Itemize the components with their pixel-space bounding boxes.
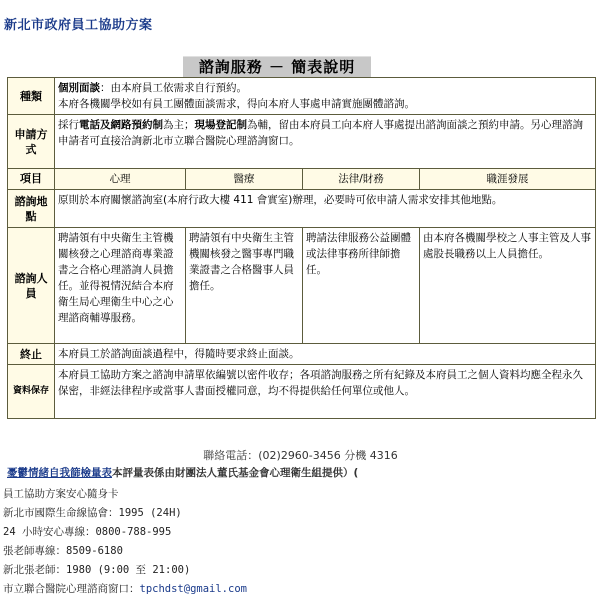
type-line2: 本府各機關學校如有員工團體面談需求，得向本府人事處申請實施團體諮詢。 xyxy=(58,98,415,110)
label-location: 諮詢地點 xyxy=(8,190,55,228)
note-rest: 本評量表係由財團法人董氏基金會心理衛生組提供）( xyxy=(112,467,359,479)
cell-staff-legal: 聘請法律服務公益團體或法律事務所律師擔任。 xyxy=(303,228,420,344)
label-staff: 諮詢人員 xyxy=(8,228,55,344)
row-columns-header xyxy=(8,169,596,190)
label-type: 種類 xyxy=(8,78,55,115)
note-line xyxy=(7,465,358,480)
row-apply xyxy=(8,115,596,169)
header-career: 職涯發展 xyxy=(420,169,596,190)
type-line1: ：由本府員工依需求自行預約。 xyxy=(100,82,247,94)
header-psych: 心理 xyxy=(55,169,186,190)
info-card-title: 員工協助方案安心隨身卡 xyxy=(3,488,119,500)
type-bold: 個別面談 xyxy=(58,82,100,94)
apply-bold-onsite: 現場登記制 xyxy=(194,119,247,131)
header-item: 項目 xyxy=(8,169,55,190)
info-ntpc-teacher-chang: 新北張老師：1980 (9:00 至 21:00) xyxy=(3,564,191,576)
apply-bold-phone: 電話及網路預約制 xyxy=(79,119,163,131)
cell-staff-medical: 聘請領有中央衛生主管機關核發之醫事專門職業證書之合格醫事人員擔任。 xyxy=(186,228,303,344)
service-summary-table xyxy=(7,77,596,419)
info-24h-hotline: 24 小時安心專線：0800-788-995 xyxy=(3,526,172,538)
cell-apply xyxy=(55,115,596,169)
hospital-email-link[interactable]: tpchdst@gmail.com xyxy=(139,583,247,595)
row-end xyxy=(8,344,596,365)
row-type xyxy=(8,78,596,115)
depression-screening-link[interactable]: 憂鬱情緒自我篩檢量表 xyxy=(7,467,112,479)
hospital-window-label: 市立聯合醫院心理諮商窗口： xyxy=(3,583,140,595)
cell-type xyxy=(55,78,596,115)
page-header-title: 新北市政府員工協助方案 xyxy=(4,18,153,33)
row-staff xyxy=(8,228,596,344)
row-location xyxy=(8,190,596,228)
label-privacy: 資料保存 xyxy=(8,365,55,419)
info-hospital-window xyxy=(3,581,247,596)
cell-staff-psych: 聘請領有中央衛生主管機關核發之心理諮商專業證書之合格心理諮詢人員擔任。並得視情況結合本府衛生局心理衛生中心之心理諮商輔導服務。 xyxy=(55,228,186,344)
apply-pre: 採行 xyxy=(58,119,79,131)
cell-end: 本府員工於諮詢面談過程中，得隨時要求終止面談。 xyxy=(55,344,596,365)
label-apply: 申請方式 xyxy=(8,115,55,169)
cell-privacy: 本府員工協助方案之諮詢申請單依編號以密件收存；各項諮詢服務之所有紀錄及本府員工之個人資料均應全程永久保密，非經法律程序或當事人書面授權同意，均不得提供給任何單位或他人。 xyxy=(55,365,596,419)
cell-staff-career: 由本府各機關學校之人事主管及人事處股長職務以上人員擔任。 xyxy=(420,228,596,344)
header-medical: 醫療 xyxy=(186,169,303,190)
section-title: 諮詢服務 － 簡表說明 xyxy=(183,56,371,78)
label-end: 終止 xyxy=(8,344,55,365)
contact-phone: 聯絡電話：(02)2960-3456 分機 4316 xyxy=(203,449,398,462)
header-legal: 法律/財務 xyxy=(303,169,420,190)
cell-location: 原則於本府關懷諮詢室(本府行政大樓 411 會實室)辦理，必要時可依申請人需求安排其他地點。 xyxy=(55,190,596,228)
row-privacy xyxy=(8,365,596,419)
apply-rest: 為輔，留由本府員工向本府人事處提出諮詢面談之預約申請。另心理諮詢申請者可直接洽詢新北市立聯合醫院心理諮詢窗口。 xyxy=(58,119,583,147)
info-lifeline: 新北市國際生命線協會：1995 (24H) xyxy=(3,507,182,519)
apply-mid: 為主； xyxy=(163,119,195,131)
info-teacher-chang: 張老師專線：8509-6180 xyxy=(3,545,123,557)
